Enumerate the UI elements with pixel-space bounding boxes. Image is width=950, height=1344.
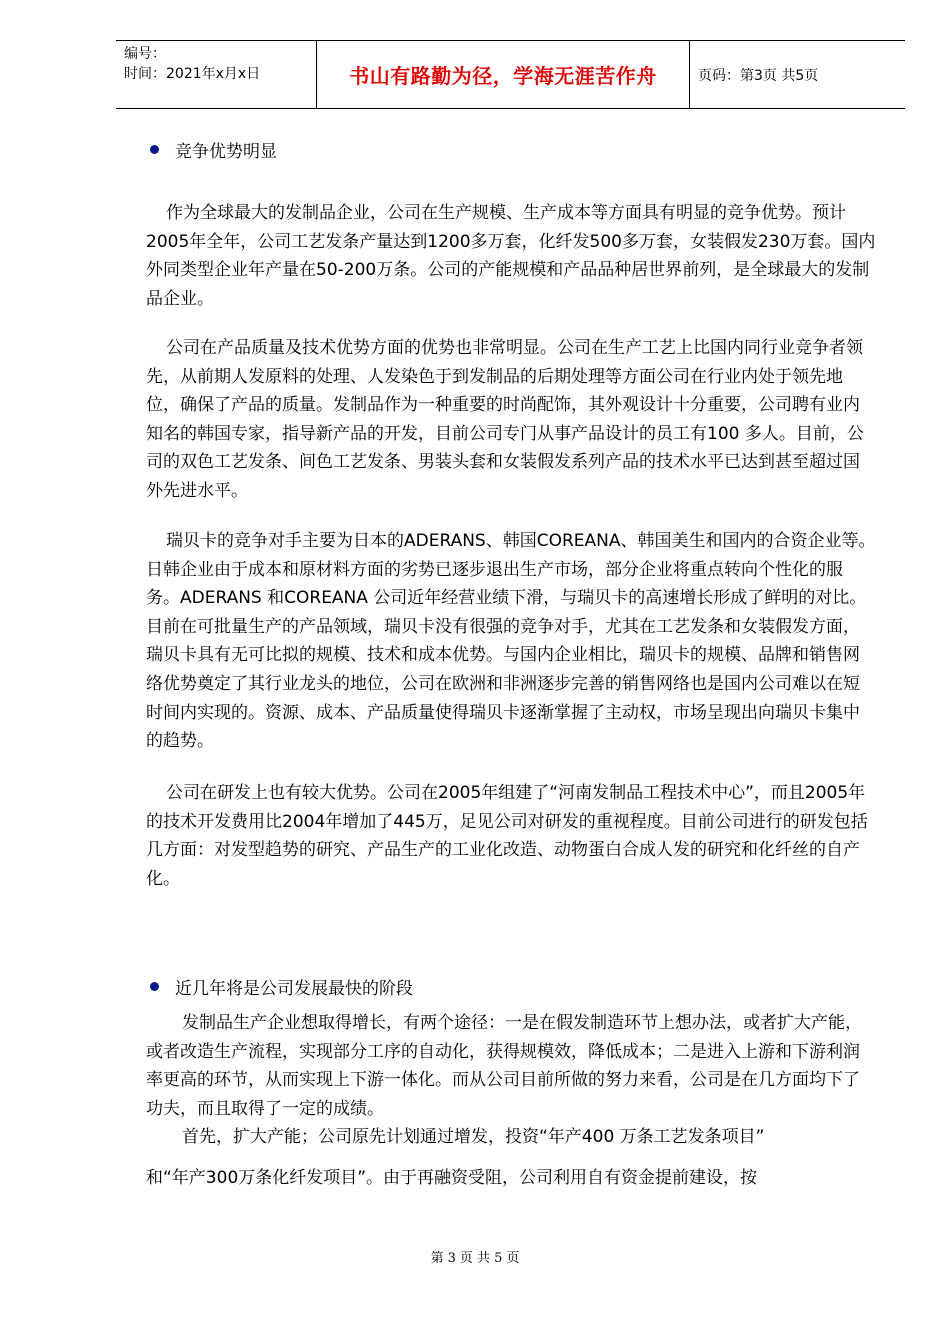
- paragraph: 公司在产品质量及技术优势方面的优势也非常明显。公司在生产工艺上比国内同行业竞争者领先，从前期人发原料的处理、人发染色于到发制品的后期处理等方面公司在行业内处于领先地位，确保了产品的质量。发制品作为一种重要的时尚配饰，其外观设计十分重要，公司聘有业内知名的韩国专家，指导新产品的开发，目前公司专门从事产品设计的员工有100 多人。目前，公司的双色工艺发条、间色工艺发条、男装头套和女装假发系列产品的技术水平已达到甚至超过国外先进水平。: [146, 338, 864, 501]
- section-heading-text: 近几年将是公司发展最快的阶段: [175, 979, 413, 999]
- paragraph: 瑞贝卡的竞争对手主要为日本的ADERANS、韩国COREANA、韩国美生和国内的合资企业等。日韩企业由于成本和原材料方面的劣势已逐步退出生产市场，部分企业将重点转向个性化的服务。ADERANS 和COREANA 公司近年经营业绩下滑，与瑞贝卡的高速增长形成了鲜明的对比。目前在可批量生产的产品领域，瑞贝卡没有很强的竞争对手，尤其在工艺发条和女装假发方面，瑞贝卡具有无可比拟的规模、技术和成本优势。与国内企业相比，瑞贝卡的规模、品牌和销售网络优势奠定了其行业龙头的地位，公司在欧洲和非洲逐步完善的销售网络也是国内公司难以在短时间内实现的。资源、成本、产品质量使得瑞贝卡逐渐掌握了主动权，市场呈现出向瑞贝卡集中的趋势。: [146, 531, 876, 752]
- bullet-icon: [150, 982, 159, 991]
- bullet-icon: [150, 145, 159, 154]
- footer-page: 3: [447, 1251, 456, 1266]
- paragraph: 公司在研发上也有较大优势。公司在2005年组建了“河南发制品工程技术中心”，而且2005年的技术开发费用比2004年增加了445万，足见公司对研发的重视程度。目前公司进行的研发包括几方面：对发型趋势的研究、产品生产的工业化改造、动物蛋白合成人发的研究和化纤丝的自产化。: [146, 783, 868, 889]
- footer-suffix: 页: [506, 1251, 520, 1266]
- section-heading-text: 竞争优势明显: [175, 142, 277, 162]
- footer-middle: 页 共: [459, 1251, 491, 1266]
- footer-total: 5: [494, 1251, 503, 1266]
- section-heading-competitive-advantage: [150, 137, 277, 162]
- page-info: 页码：第3页 共5页: [698, 67, 819, 84]
- section-heading-fast-growth: [150, 974, 413, 999]
- motto: 书山有路勤为径，学海无涯苦作舟: [316, 41, 690, 108]
- paragraph: 首先，扩大产能；公司原先计划通过增发，投资“年产400 万条工艺发条项目”: [182, 1127, 765, 1147]
- page-footer: [0, 1247, 950, 1266]
- header-table: [116, 40, 905, 109]
- paragraph: 发制品生产企业想取得增长，有两个途径：一是在假发制造环节上想办法，或者扩大产能，或者改造生产流程，实现部分工序的自动化，获得规模效，降低成本；二是进入上游和下游利润率更高的环节，从而实现上下游一体化。而从公司目前所做的努力来看，公司是在几方面均下了功夫，而且取得了一定的成绩。: [146, 1013, 862, 1119]
- time-label: 时间：2021年x月x日: [124, 66, 261, 82]
- paragraph: 和“年产300万条化纤发项目”。由于再融资受阻，公司利用自有资金提前建设，按: [146, 1168, 758, 1188]
- paragraph: 作为全球最大的发制品企业，公司在生产规模、生产成本等方面具有明显的竞争优势。预计2005年全年，公司工艺发条产量达到1200多万套，化纤发500多万套，女装假发230万套。国内外同类型企业年产量在50-200万条。公司的产能规模和产品品种居世界前列，是全球最大的发制品企业。: [146, 203, 876, 309]
- header-left-cell: [116, 41, 316, 108]
- footer-prefix: 第: [430, 1251, 444, 1266]
- code-label: 编号：: [124, 46, 166, 62]
